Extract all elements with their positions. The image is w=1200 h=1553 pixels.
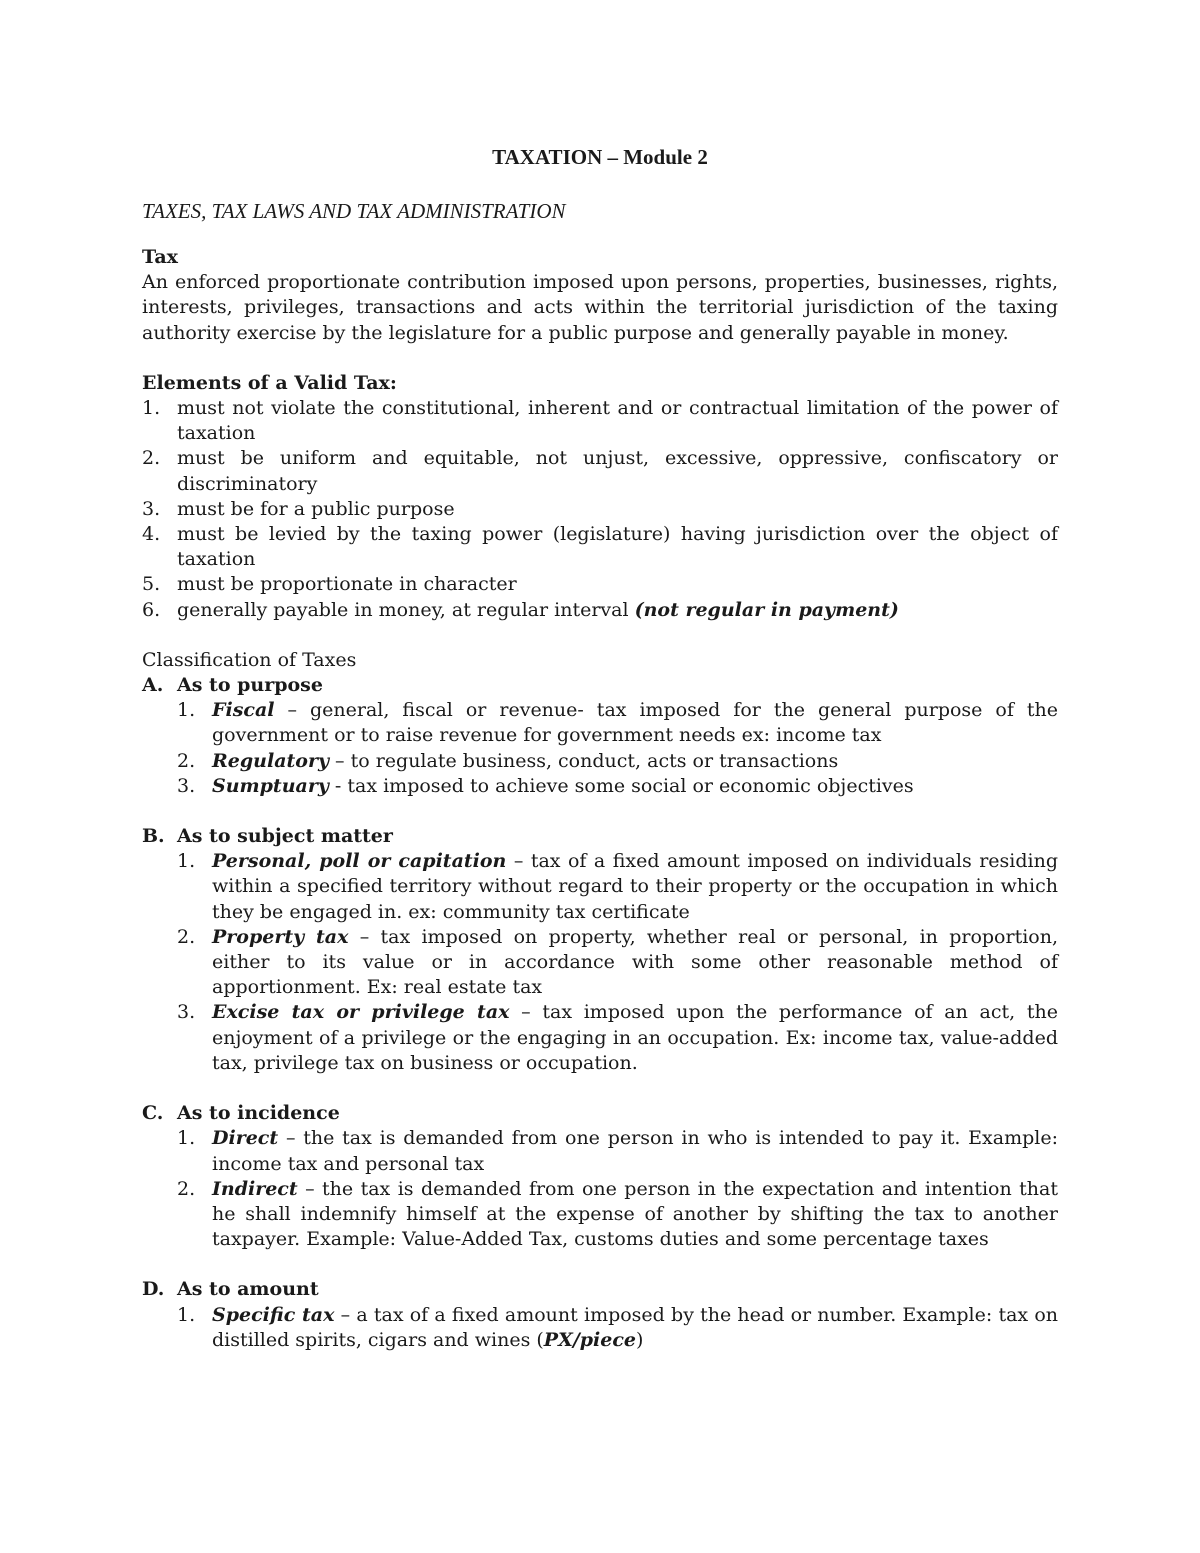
- list-item: 1. Direct – the tax is demanded from one person in who is intended to pay it. Example: income tax and personal tax: [177, 1127, 1058, 1175]
- tax-definition: An enforced proportionate contribution imposed upon persons, properties, businesses, rights, interests, privileges, transactions and acts within the territorial jurisdiction of the taxing authority exercise by the legislature for a public purpose and generally payable in money.: [142, 271, 1058, 344]
- list-item: 2. Regulatory – to regulate business, conduct, acts or transactions: [177, 749, 839, 772]
- document-title: TAXATION – Module 2: [492, 145, 708, 169]
- elements-list: [142, 396, 1058, 623]
- list-item: 1. must not violate the constitutional, inherent and or contractual limitation of the power of taxation: [142, 397, 1058, 445]
- list-item: 4. must be levied by the taxing power (legislature) having jurisdiction over the object of taxation: [142, 523, 1058, 571]
- list-item: 3. Excise tax or privilege tax – tax imposed upon the performance of an act, the enjoyment of a privilege or the engaging in an occupation. Ex: income tax, value-added tax, privilege tax on business or occupation.: [177, 1001, 1058, 1074]
- list-item: 2. Indirect – the tax is demanded from one person in the expectation and intention that he shall indemnify himself at the expense of another by shifting the tax to another taxpayer. Example: Value-Added Tax, customs duties and some percentage taxes: [177, 1177, 1058, 1251]
- list-item: 5. must be proportionate in character: [142, 573, 517, 596]
- list-item: 1. Personal, poll or capitation – tax of a fixed amount imposed on individuals residing within a specified territory without regard to their property or the occupation in which they be engaged in. ex: community tax certificate: [177, 850, 1058, 923]
- list-item: 3. must be for a public purpose: [142, 497, 455, 520]
- purpose-list: [142, 698, 1058, 799]
- document-body: [142, 245, 1058, 1353]
- emphasis-text: (not regular in payment): [634, 598, 899, 621]
- list-item: 6. generally payable in money, at regular interval (not regular in payment): [142, 598, 899, 621]
- list-item: 3. Sumptuary - tax imposed to achieve some social or economic objectives: [177, 774, 914, 797]
- subject-matter-list: [142, 849, 1058, 1076]
- list-item: 2. Property tax – tax imposed on property, whether real or personal, in proportion, either to its value or in accordance with some other reasonable method of apportionment. Ex: real estate tax: [177, 925, 1058, 999]
- list-item: 1. Specific tax – a tax of a fixed amount imposed by the head or number. Example: tax on distilled spirits, cigars and wines (PX/piece): [177, 1303, 1058, 1351]
- list-item: 2. must be uniform and equitable, not unjust, excessive, oppressive, confiscatory or discriminatory: [142, 447, 1058, 495]
- elements-heading: Elements of a Valid Tax:: [142, 371, 397, 394]
- section-heading: B. As to subject matter: [142, 825, 393, 848]
- incidence-list: [142, 1126, 1058, 1252]
- section-heading: D. As to amount: [142, 1278, 319, 1301]
- tax-heading: Tax: [142, 246, 178, 268]
- amount-list: [142, 1303, 1058, 1353]
- classification-heading: Classification of Taxes: [142, 648, 357, 671]
- emphasis-text: PX/piece: [543, 1328, 637, 1351]
- section-heading: A. As to purpose: [142, 674, 323, 697]
- list-item: 1. Fiscal – general, fiscal or revenue- tax imposed for the general purpose of the government or to raise revenue for government needs ex: income tax: [177, 699, 1058, 747]
- section-heading: C. As to incidence: [142, 1102, 340, 1125]
- document-subtitle: TAXES, TAX LAWS AND TAX ADMINISTRATION: [142, 199, 566, 223]
